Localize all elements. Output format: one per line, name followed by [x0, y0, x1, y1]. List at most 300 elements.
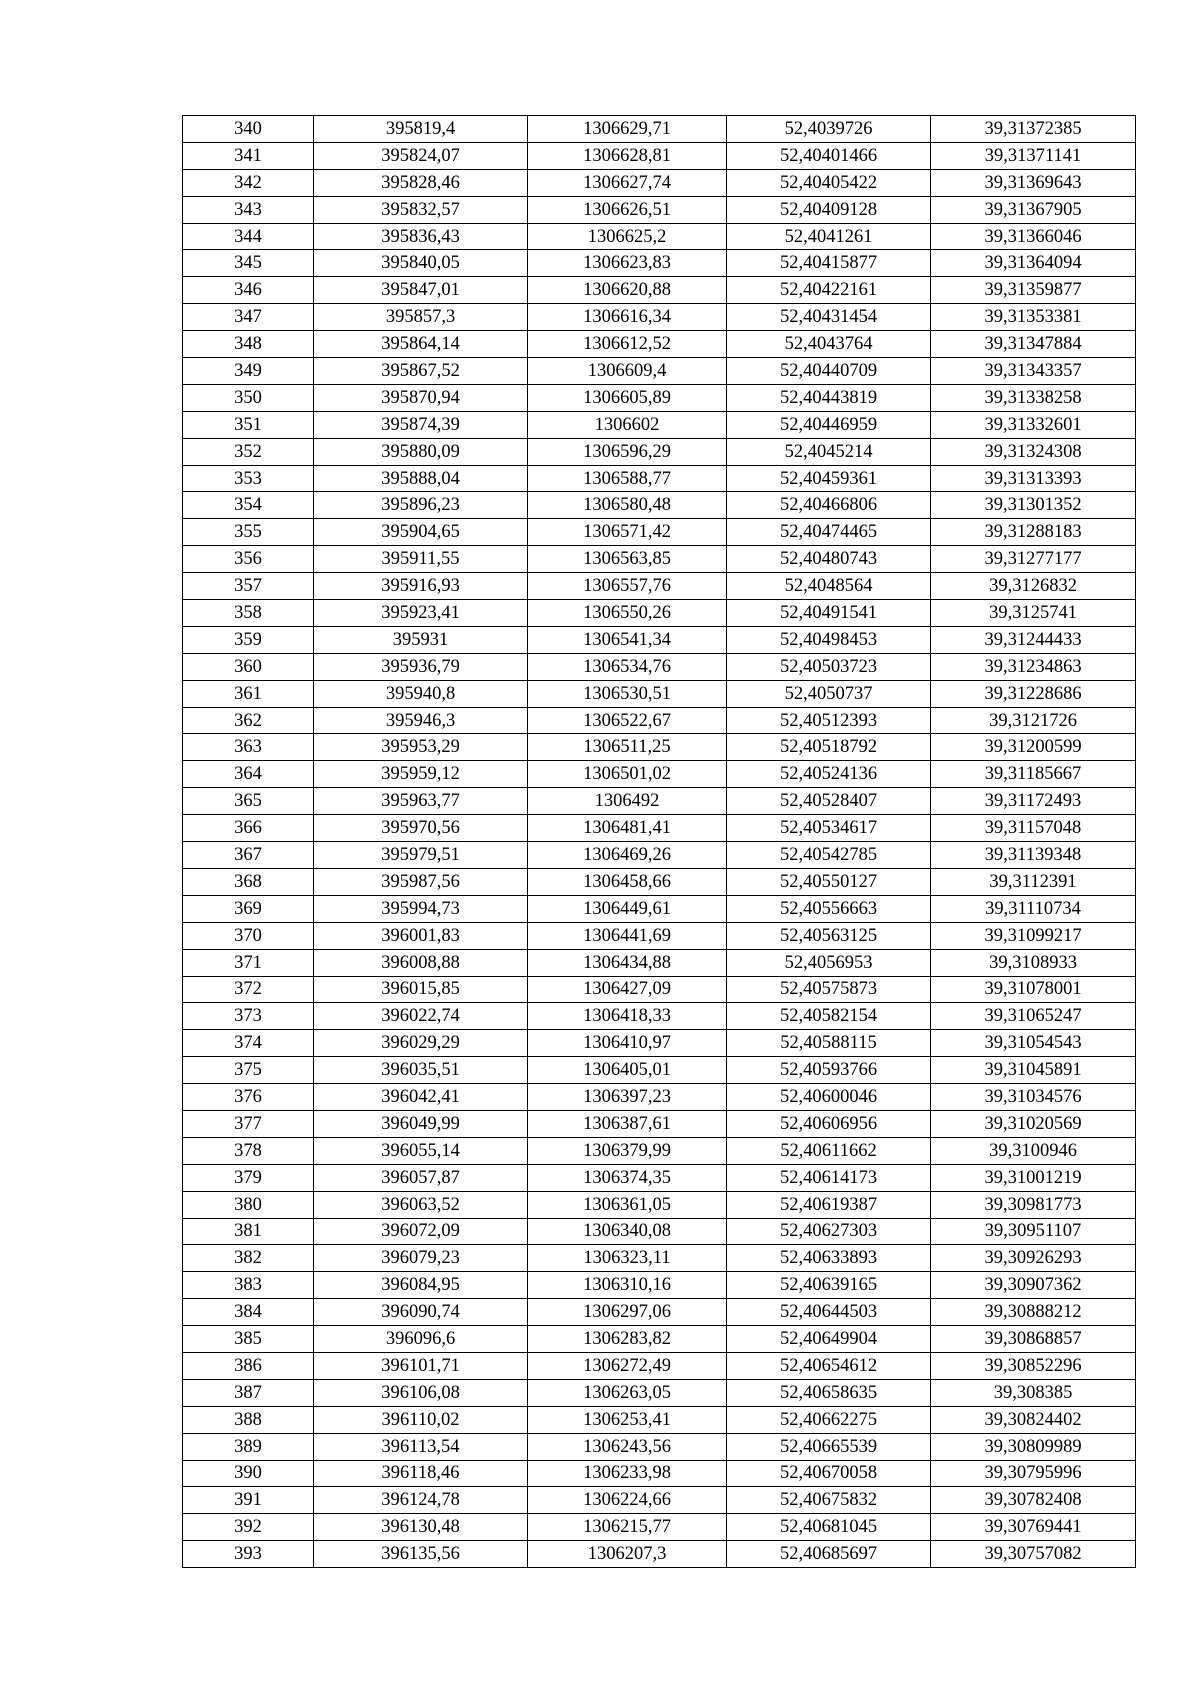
latitude-cell: 52,40670058	[727, 1460, 931, 1487]
latitude-cell: 52,40600046	[727, 1084, 931, 1111]
table-row	[183, 626, 1136, 653]
latitude-cell: 52,40606956	[727, 1110, 931, 1137]
x-coordinate-cell: 396135,56	[314, 1541, 528, 1568]
x-coordinate-cell: 395953,29	[314, 734, 528, 761]
table-row	[183, 976, 1136, 1003]
point-number-cell: 340	[183, 116, 314, 143]
point-number-cell: 391	[183, 1487, 314, 1514]
table-row	[183, 1406, 1136, 1433]
table-row	[183, 1084, 1136, 1111]
latitude-cell: 52,40440709	[727, 358, 931, 385]
table-row	[183, 949, 1136, 976]
x-coordinate-cell: 396113,54	[314, 1433, 528, 1460]
table-row	[183, 600, 1136, 627]
longitude-cell: 39,31200599	[931, 734, 1136, 761]
y-coordinate-cell: 1306410,97	[528, 1030, 727, 1057]
y-coordinate-cell: 1306418,33	[528, 1003, 727, 1030]
longitude-cell: 39,31324308	[931, 438, 1136, 465]
point-number-cell: 359	[183, 626, 314, 653]
point-number-cell: 353	[183, 465, 314, 492]
latitude-cell: 52,40550127	[727, 868, 931, 895]
longitude-cell: 39,31234863	[931, 653, 1136, 680]
latitude-cell: 52,40542785	[727, 842, 931, 869]
longitude-cell: 39,31054543	[931, 1030, 1136, 1057]
x-coordinate-cell: 396035,51	[314, 1057, 528, 1084]
y-coordinate-cell: 1306609,4	[528, 358, 727, 385]
y-coordinate-cell: 1306563,85	[528, 546, 727, 573]
longitude-cell: 39,31364094	[931, 250, 1136, 277]
y-coordinate-cell: 1306224,66	[528, 1487, 727, 1514]
coordinates-table-body	[183, 116, 1136, 1568]
y-coordinate-cell: 1306469,26	[528, 842, 727, 869]
table-row	[183, 411, 1136, 438]
latitude-cell: 52,40528407	[727, 788, 931, 815]
y-coordinate-cell: 1306530,51	[528, 680, 727, 707]
longitude-cell: 39,31288183	[931, 519, 1136, 546]
x-coordinate-cell: 395864,14	[314, 331, 528, 358]
point-number-cell: 374	[183, 1030, 314, 1057]
longitude-cell: 39,31347884	[931, 331, 1136, 358]
table-row	[183, 1352, 1136, 1379]
point-number-cell: 363	[183, 734, 314, 761]
point-number-cell: 354	[183, 492, 314, 519]
point-number-cell: 358	[183, 600, 314, 627]
table-row	[183, 304, 1136, 331]
longitude-cell: 39,31277177	[931, 546, 1136, 573]
y-coordinate-cell: 1306511,25	[528, 734, 727, 761]
x-coordinate-cell: 395979,51	[314, 842, 528, 869]
table-row	[183, 1218, 1136, 1245]
longitude-cell: 39,3121726	[931, 707, 1136, 734]
longitude-cell: 39,31045891	[931, 1057, 1136, 1084]
longitude-cell: 39,31185667	[931, 761, 1136, 788]
point-number-cell: 362	[183, 707, 314, 734]
longitude-cell: 39,30907362	[931, 1272, 1136, 1299]
latitude-cell: 52,40474465	[727, 519, 931, 546]
y-coordinate-cell: 1306625,2	[528, 223, 727, 250]
point-number-cell: 365	[183, 788, 314, 815]
point-number-cell: 350	[183, 384, 314, 411]
longitude-cell: 39,30981773	[931, 1191, 1136, 1218]
latitude-cell: 52,40685697	[727, 1541, 931, 1568]
y-coordinate-cell: 1306550,26	[528, 600, 727, 627]
x-coordinate-cell: 395832,57	[314, 196, 528, 223]
point-number-cell: 344	[183, 223, 314, 250]
longitude-cell: 39,31338258	[931, 384, 1136, 411]
longitude-cell: 39,31369643	[931, 169, 1136, 196]
longitude-cell: 39,31366046	[931, 223, 1136, 250]
longitude-cell: 39,30795996	[931, 1460, 1136, 1487]
longitude-cell: 39,30809989	[931, 1433, 1136, 1460]
table-row	[183, 384, 1136, 411]
point-number-cell: 372	[183, 976, 314, 1003]
latitude-cell: 52,40614173	[727, 1164, 931, 1191]
latitude-cell: 52,4050737	[727, 680, 931, 707]
table-row	[183, 1003, 1136, 1030]
y-coordinate-cell: 1306620,88	[528, 277, 727, 304]
x-coordinate-cell: 396055,14	[314, 1137, 528, 1164]
longitude-cell: 39,31099217	[931, 922, 1136, 949]
longitude-cell: 39,31367905	[931, 196, 1136, 223]
y-coordinate-cell: 1306501,02	[528, 761, 727, 788]
point-number-cell: 387	[183, 1379, 314, 1406]
table-row	[183, 922, 1136, 949]
latitude-cell: 52,4056953	[727, 949, 931, 976]
y-coordinate-cell: 1306534,76	[528, 653, 727, 680]
table-row	[183, 1514, 1136, 1541]
point-number-cell: 389	[183, 1433, 314, 1460]
y-coordinate-cell: 1306557,76	[528, 573, 727, 600]
table-row	[183, 895, 1136, 922]
x-coordinate-cell: 395874,39	[314, 411, 528, 438]
x-coordinate-cell: 396106,08	[314, 1379, 528, 1406]
longitude-cell: 39,31301352	[931, 492, 1136, 519]
point-number-cell: 392	[183, 1514, 314, 1541]
latitude-cell: 52,40658635	[727, 1379, 931, 1406]
point-number-cell: 352	[183, 438, 314, 465]
point-number-cell: 342	[183, 169, 314, 196]
latitude-cell: 52,40639165	[727, 1272, 931, 1299]
longitude-cell: 39,31001219	[931, 1164, 1136, 1191]
y-coordinate-cell: 1306207,3	[528, 1541, 727, 1568]
point-number-cell: 371	[183, 949, 314, 976]
point-number-cell: 384	[183, 1299, 314, 1326]
x-coordinate-cell: 395923,41	[314, 600, 528, 627]
longitude-cell: 39,308385	[931, 1379, 1136, 1406]
point-number-cell: 378	[183, 1137, 314, 1164]
latitude-cell: 52,4048564	[727, 573, 931, 600]
latitude-cell: 52,40681045	[727, 1514, 931, 1541]
y-coordinate-cell: 1306297,06	[528, 1299, 727, 1326]
y-coordinate-cell: 1306379,99	[528, 1137, 727, 1164]
table-row	[183, 1379, 1136, 1406]
x-coordinate-cell: 396063,52	[314, 1191, 528, 1218]
table-row	[183, 1460, 1136, 1487]
table-row	[183, 196, 1136, 223]
y-coordinate-cell: 1306588,77	[528, 465, 727, 492]
y-coordinate-cell: 1306596,29	[528, 438, 727, 465]
table-row	[183, 734, 1136, 761]
y-coordinate-cell: 1306387,61	[528, 1110, 727, 1137]
table-row	[183, 1272, 1136, 1299]
table-row	[183, 1057, 1136, 1084]
x-coordinate-cell: 395824,07	[314, 142, 528, 169]
latitude-cell: 52,40446959	[727, 411, 931, 438]
table-row	[183, 1137, 1136, 1164]
y-coordinate-cell: 1306263,05	[528, 1379, 727, 1406]
latitude-cell: 52,4041261	[727, 223, 931, 250]
x-coordinate-cell: 395940,8	[314, 680, 528, 707]
x-coordinate-cell: 396124,78	[314, 1487, 528, 1514]
latitude-cell: 52,40405422	[727, 169, 931, 196]
latitude-cell: 52,40633893	[727, 1245, 931, 1272]
latitude-cell: 52,40524136	[727, 761, 931, 788]
table-row	[183, 815, 1136, 842]
longitude-cell: 39,31110734	[931, 895, 1136, 922]
latitude-cell: 52,4039726	[727, 116, 931, 143]
point-number-cell: 348	[183, 331, 314, 358]
x-coordinate-cell: 395916,93	[314, 573, 528, 600]
longitude-cell: 39,31065247	[931, 1003, 1136, 1030]
y-coordinate-cell: 1306243,56	[528, 1433, 727, 1460]
latitude-cell: 52,40627303	[727, 1218, 931, 1245]
latitude-cell: 52,40649904	[727, 1326, 931, 1353]
latitude-cell: 52,40593766	[727, 1057, 931, 1084]
point-number-cell: 346	[183, 277, 314, 304]
point-number-cell: 345	[183, 250, 314, 277]
latitude-cell: 52,40575873	[727, 976, 931, 1003]
x-coordinate-cell: 395819,4	[314, 116, 528, 143]
point-number-cell: 369	[183, 895, 314, 922]
table-row	[183, 1299, 1136, 1326]
latitude-cell: 52,40480743	[727, 546, 931, 573]
y-coordinate-cell: 1306310,16	[528, 1272, 727, 1299]
table-row	[183, 707, 1136, 734]
x-coordinate-cell: 395963,77	[314, 788, 528, 815]
latitude-cell: 52,40582154	[727, 1003, 931, 1030]
table-row	[183, 1110, 1136, 1137]
y-coordinate-cell: 1306253,41	[528, 1406, 727, 1433]
table-row	[183, 250, 1136, 277]
longitude-cell: 39,30852296	[931, 1352, 1136, 1379]
point-number-cell: 385	[183, 1326, 314, 1353]
y-coordinate-cell: 1306340,08	[528, 1218, 727, 1245]
y-coordinate-cell: 1306522,67	[528, 707, 727, 734]
latitude-cell: 52,40556663	[727, 895, 931, 922]
point-number-cell: 379	[183, 1164, 314, 1191]
longitude-cell: 39,31372385	[931, 116, 1136, 143]
point-number-cell: 390	[183, 1460, 314, 1487]
point-number-cell: 347	[183, 304, 314, 331]
latitude-cell: 52,40422161	[727, 277, 931, 304]
latitude-cell: 52,40466806	[727, 492, 931, 519]
longitude-cell: 39,3108933	[931, 949, 1136, 976]
x-coordinate-cell: 395857,3	[314, 304, 528, 331]
point-number-cell: 377	[183, 1110, 314, 1137]
longitude-cell: 39,31078001	[931, 976, 1136, 1003]
y-coordinate-cell: 1306361,05	[528, 1191, 727, 1218]
point-number-cell: 381	[183, 1218, 314, 1245]
x-coordinate-cell: 396049,99	[314, 1110, 528, 1137]
point-number-cell: 376	[183, 1084, 314, 1111]
latitude-cell: 52,40512393	[727, 707, 931, 734]
x-coordinate-cell: 396090,74	[314, 1299, 528, 1326]
y-coordinate-cell: 1306626,51	[528, 196, 727, 223]
x-coordinate-cell: 395847,01	[314, 277, 528, 304]
x-coordinate-cell: 396008,88	[314, 949, 528, 976]
longitude-cell: 39,31359877	[931, 277, 1136, 304]
point-number-cell: 357	[183, 573, 314, 600]
x-coordinate-cell: 395888,04	[314, 465, 528, 492]
longitude-cell: 39,3126832	[931, 573, 1136, 600]
y-coordinate-cell: 1306602	[528, 411, 727, 438]
point-number-cell: 386	[183, 1352, 314, 1379]
x-coordinate-cell: 395946,3	[314, 707, 528, 734]
table-row	[183, 223, 1136, 250]
table-row	[183, 519, 1136, 546]
x-coordinate-cell: 396110,02	[314, 1406, 528, 1433]
y-coordinate-cell: 1306571,42	[528, 519, 727, 546]
y-coordinate-cell: 1306492	[528, 788, 727, 815]
y-coordinate-cell: 1306283,82	[528, 1326, 727, 1353]
x-coordinate-cell: 395896,23	[314, 492, 528, 519]
longitude-cell: 39,31172493	[931, 788, 1136, 815]
table-row	[183, 842, 1136, 869]
x-coordinate-cell: 395936,79	[314, 653, 528, 680]
latitude-cell: 52,40503723	[727, 653, 931, 680]
latitude-cell: 52,40443819	[727, 384, 931, 411]
y-coordinate-cell: 1306629,71	[528, 116, 727, 143]
point-number-cell: 368	[183, 868, 314, 895]
x-coordinate-cell: 396101,71	[314, 1352, 528, 1379]
point-number-cell: 349	[183, 358, 314, 385]
longitude-cell: 39,30824402	[931, 1406, 1136, 1433]
y-coordinate-cell: 1306449,61	[528, 895, 727, 922]
latitude-cell: 52,40588115	[727, 1030, 931, 1057]
table-row	[183, 492, 1136, 519]
latitude-cell: 52,40662275	[727, 1406, 931, 1433]
y-coordinate-cell: 1306427,09	[528, 976, 727, 1003]
y-coordinate-cell: 1306616,34	[528, 304, 727, 331]
longitude-cell: 39,31313393	[931, 465, 1136, 492]
x-coordinate-cell: 395870,94	[314, 384, 528, 411]
longitude-cell: 39,31371141	[931, 142, 1136, 169]
latitude-cell: 52,40498453	[727, 626, 931, 653]
point-number-cell: 370	[183, 922, 314, 949]
x-coordinate-cell: 396096,6	[314, 1326, 528, 1353]
table-row	[183, 358, 1136, 385]
x-coordinate-cell: 395904,65	[314, 519, 528, 546]
latitude-cell: 52,4045214	[727, 438, 931, 465]
table-row	[183, 1164, 1136, 1191]
y-coordinate-cell: 1306233,98	[528, 1460, 727, 1487]
table-row	[183, 1245, 1136, 1272]
y-coordinate-cell: 1306580,48	[528, 492, 727, 519]
latitude-cell: 52,40459361	[727, 465, 931, 492]
latitude-cell: 52,40563125	[727, 922, 931, 949]
x-coordinate-cell: 396015,85	[314, 976, 528, 1003]
x-coordinate-cell: 396042,41	[314, 1084, 528, 1111]
x-coordinate-cell: 395970,56	[314, 815, 528, 842]
x-coordinate-cell: 395959,12	[314, 761, 528, 788]
longitude-cell: 39,31139348	[931, 842, 1136, 869]
point-number-cell: 343	[183, 196, 314, 223]
y-coordinate-cell: 1306481,41	[528, 815, 727, 842]
x-coordinate-cell: 396118,46	[314, 1460, 528, 1487]
y-coordinate-cell: 1306623,83	[528, 250, 727, 277]
y-coordinate-cell: 1306272,49	[528, 1352, 727, 1379]
x-coordinate-cell: 395828,46	[314, 169, 528, 196]
point-number-cell: 383	[183, 1272, 314, 1299]
table-row	[183, 788, 1136, 815]
table-row	[183, 465, 1136, 492]
point-number-cell: 360	[183, 653, 314, 680]
latitude-cell: 52,40491541	[727, 600, 931, 627]
point-number-cell: 364	[183, 761, 314, 788]
table-row	[183, 116, 1136, 143]
table-row	[183, 277, 1136, 304]
latitude-cell: 52,40619387	[727, 1191, 931, 1218]
point-number-cell: 382	[183, 1245, 314, 1272]
table-row	[183, 169, 1136, 196]
x-coordinate-cell: 396057,87	[314, 1164, 528, 1191]
point-number-cell: 356	[183, 546, 314, 573]
x-coordinate-cell: 396130,48	[314, 1514, 528, 1541]
latitude-cell: 52,40654612	[727, 1352, 931, 1379]
longitude-cell: 39,31034576	[931, 1084, 1136, 1111]
longitude-cell: 39,31332601	[931, 411, 1136, 438]
longitude-cell: 39,31157048	[931, 815, 1136, 842]
longitude-cell: 39,31244433	[931, 626, 1136, 653]
point-number-cell: 393	[183, 1541, 314, 1568]
latitude-cell: 52,40611662	[727, 1137, 931, 1164]
latitude-cell: 52,40415877	[727, 250, 931, 277]
longitude-cell: 39,30926293	[931, 1245, 1136, 1272]
y-coordinate-cell: 1306323,11	[528, 1245, 727, 1272]
table-row	[183, 761, 1136, 788]
x-coordinate-cell: 396001,83	[314, 922, 528, 949]
point-number-cell: 380	[183, 1191, 314, 1218]
x-coordinate-cell: 396084,95	[314, 1272, 528, 1299]
table-row	[183, 573, 1136, 600]
longitude-cell: 39,30769441	[931, 1514, 1136, 1541]
longitude-cell: 39,31228686	[931, 680, 1136, 707]
coordinates-table	[182, 115, 1136, 1568]
y-coordinate-cell: 1306628,81	[528, 142, 727, 169]
y-coordinate-cell: 1306458,66	[528, 868, 727, 895]
longitude-cell: 39,3112391	[931, 868, 1136, 895]
x-coordinate-cell: 395931	[314, 626, 528, 653]
point-number-cell: 375	[183, 1057, 314, 1084]
y-coordinate-cell: 1306605,89	[528, 384, 727, 411]
table-row	[183, 1326, 1136, 1353]
latitude-cell: 52,40665539	[727, 1433, 931, 1460]
point-number-cell: 341	[183, 142, 314, 169]
table-row	[183, 680, 1136, 707]
table-row	[183, 653, 1136, 680]
longitude-cell: 39,30782408	[931, 1487, 1136, 1514]
y-coordinate-cell: 1306215,77	[528, 1514, 727, 1541]
x-coordinate-cell: 395987,56	[314, 868, 528, 895]
y-coordinate-cell: 1306405,01	[528, 1057, 727, 1084]
x-coordinate-cell: 395911,55	[314, 546, 528, 573]
x-coordinate-cell: 395994,73	[314, 895, 528, 922]
latitude-cell: 52,40518792	[727, 734, 931, 761]
point-number-cell: 366	[183, 815, 314, 842]
latitude-cell: 52,40534617	[727, 815, 931, 842]
y-coordinate-cell: 1306441,69	[528, 922, 727, 949]
point-number-cell: 367	[183, 842, 314, 869]
y-coordinate-cell: 1306612,52	[528, 331, 727, 358]
latitude-cell: 52,4043764	[727, 331, 931, 358]
table-row	[183, 1487, 1136, 1514]
longitude-cell: 39,30951107	[931, 1218, 1136, 1245]
y-coordinate-cell: 1306374,35	[528, 1164, 727, 1191]
y-coordinate-cell: 1306541,34	[528, 626, 727, 653]
longitude-cell: 39,30757082	[931, 1541, 1136, 1568]
latitude-cell: 52,40409128	[727, 196, 931, 223]
point-number-cell: 373	[183, 1003, 314, 1030]
table-row	[183, 331, 1136, 358]
longitude-cell: 39,30888212	[931, 1299, 1136, 1326]
y-coordinate-cell: 1306397,23	[528, 1084, 727, 1111]
table-row	[183, 1541, 1136, 1568]
x-coordinate-cell: 396029,29	[314, 1030, 528, 1057]
point-number-cell: 361	[183, 680, 314, 707]
table-row	[183, 142, 1136, 169]
y-coordinate-cell: 1306627,74	[528, 169, 727, 196]
longitude-cell: 39,30868857	[931, 1326, 1136, 1353]
